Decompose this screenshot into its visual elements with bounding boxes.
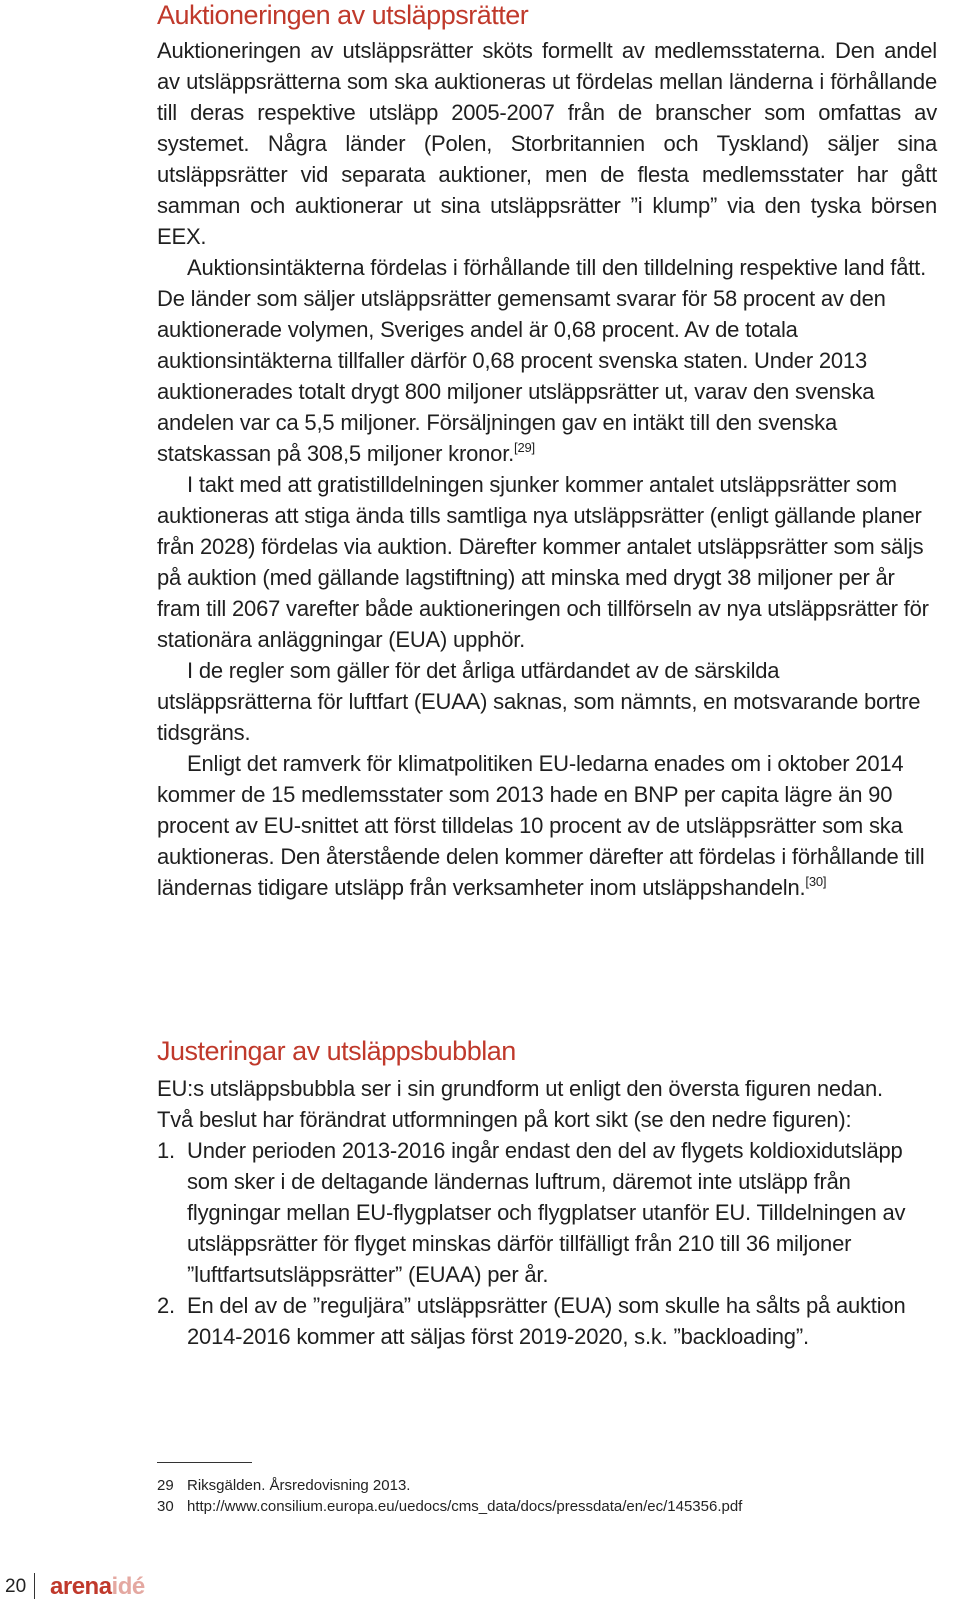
footer-divider bbox=[34, 1573, 35, 1599]
list-number: 1. bbox=[157, 1138, 175, 1163]
paragraph-text: Enligt det ramverk för klimatpolitiken EU-ledarna enades om i oktober 2014 kommer de 15 medlemsstater som 2013 hade en BNP per capita lägre än 90 procent av EU-snittet att först tilldelas 10 procent av de utsläppsrätter som ska auktioneras. Den återstående delen kommer därefter att fördelas i förhållande till ländernas tidigare utsläpp från verksamheter inom utsläppshandeln. bbox=[157, 751, 925, 900]
paragraph: I de regler som gäller för det årliga utfärdandet av de särskilda utsläppsrätterna för luftfart (EUAA) saknas, som nämnts, en motsvarande bortre tidsgräns. bbox=[157, 658, 921, 745]
section-auctioning-body bbox=[157, 35, 937, 903]
logo-text-faded: idé bbox=[111, 1573, 145, 1600]
section-heading-auctioning: Auktioneringen av utsläppsrätter bbox=[157, 0, 529, 30]
paragraph bbox=[157, 748, 937, 903]
section-heading-bubble-adjustments: Justeringar av utsläppsbubblan bbox=[157, 1036, 516, 1066]
paragraph bbox=[157, 252, 937, 469]
list-item bbox=[157, 1290, 937, 1352]
paragraph: Två beslut har förändrat utformningen på kort sikt (se den nedre figuren): bbox=[157, 1107, 852, 1132]
paragraph: I takt med att gratistilldelningen sjunker kommer antalet utsläppsrätter som auktioneras att stiga ända tills samtliga nya utsläppsrätter (enligt gällande planer från 2028) fördelas via auktion. Därefter kommer antalet utsläppsrätter som säljs på auktion (med gällande lagstiftning) att minska med drygt 38 miljoner per år fram till 2067 varefter både auktioneringen och tillförseln av nya utsläppsrätter för stationära anläggningar (EUA) upphör. bbox=[157, 472, 929, 652]
list-item bbox=[157, 1135, 937, 1290]
footnote-number: 30 bbox=[157, 1498, 174, 1515]
footnotes bbox=[157, 1475, 937, 1517]
list-text: En del av de ”reguljära” utsläppsrätter (EUA) som skulle ha sålts på auktion 2014-2016 kommer att säljas först 2019-2020, s.k. ”backloading”. bbox=[187, 1293, 906, 1349]
footnote bbox=[157, 1496, 937, 1517]
footnote bbox=[157, 1475, 937, 1496]
footnote-divider bbox=[157, 1462, 252, 1463]
footnote-link[interactable]: http://www.consilium.europa.eu/uedocs/cms_data/docs/pressdata/en/ec/145356.pdf bbox=[187, 1498, 743, 1515]
arena-ide-logo bbox=[50, 1573, 145, 1601]
page-number: 20 bbox=[5, 1576, 27, 1597]
footnote-ref[interactable]: [30] bbox=[805, 874, 827, 889]
paragraph-text: Auktionsintäkterna fördelas i förhållande till den tilldelning respektive land fått. De länder som säljer utsläppsrätter gemensamt svarar för 58 procent av den auktionerade volymen, Sveriges andel är 0,68 procent. Av de totala auktionsintäkterna tillfaller därför 0,68 procent svenska staten. Under 2013 auktionerades totalt drygt 800 miljoner utsläppsrätter ut, varav den svenska andelen var ca 5,5 miljoner. Försäljningen gav en intäkt till den svenska statskassan på 308,5 miljoner kronor. bbox=[157, 255, 926, 466]
page-footer bbox=[0, 1565, 300, 1605]
list-number: 2. bbox=[157, 1293, 175, 1318]
footnote-number: 29 bbox=[157, 1477, 174, 1494]
footnote-ref[interactable]: [29] bbox=[514, 440, 535, 455]
paragraph: EU:s utsläppsbubbla ser i sin grundform ut enligt den översta figuren nedan. bbox=[157, 1076, 883, 1101]
logo-text: arena bbox=[50, 1573, 112, 1600]
list-text: Under perioden 2013-2016 ingår endast den del av flygets koldioxidutsläpp som sker i de deltagande ländernas luftrum, däremot inte utsläpp från flygningar mellan EU-flygplatser och flygplatser utanför EU. Tilldelningen av utsläppsrätter för flyget minskas därför tillfälligt från 210 till 36 miljoner ”luftfartsutsläppsrätter” (EUAA) per år. bbox=[187, 1138, 906, 1287]
paragraph: Auktioneringen av utsläppsrätter sköts formellt av medlemsstaterna. Den andel av utsläppsrätterna som ska auktioneras ut fördelas mellan länderna i förhållande till deras respektive utsläpp 2005-2007 från de branscher som omfattas av systemet. Några länder (Polen, Storbritannien och Tyskland) säljer sina utsläppsrätter vid separata auktioner, men de flesta medlemsstater har gått samman och auktionerar ut sina utsläppsrätter ”i klump” via den tyska börsen EEX. bbox=[157, 38, 937, 249]
footnote-text: Riksgälden. Årsredovisning 2013. bbox=[187, 1477, 411, 1494]
section-bubble-body bbox=[157, 1073, 937, 1352]
